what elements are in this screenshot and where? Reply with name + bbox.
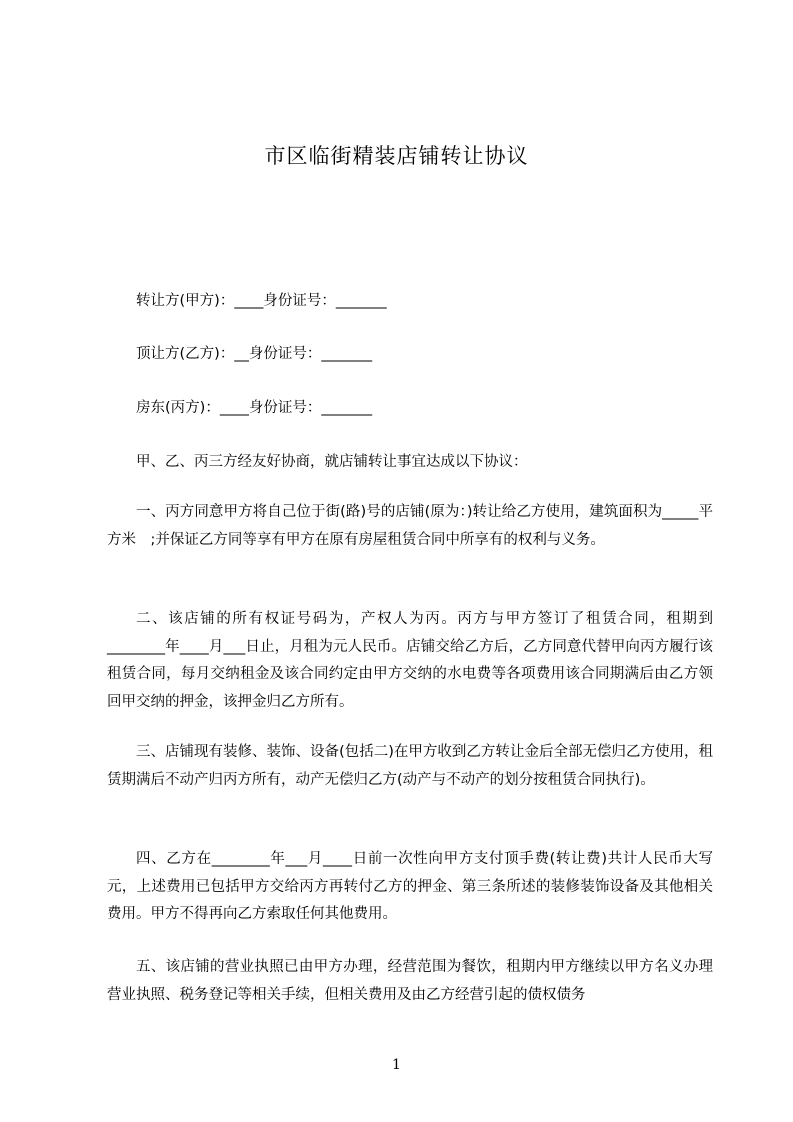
party-landlord-line: 房东(丙方)：____身份证号：_______ <box>136 400 373 416</box>
clause-4: 四、乙方在________年___月____日前一次性向甲方支付顶手费(转让费)共计人民币大写元，上述费用已包括甲方交给丙方再转付乙方的押金、第三条所述的装修装饰设备及其他相关费用。甲方不得再向乙方索取任何其他费用。 <box>107 851 713 922</box>
agreement-intro: 甲、乙、丙三方经友好协商，就店铺转让事宜达成以下协议： <box>136 454 528 470</box>
party-transferor-line: 转让方(甲方)：____身份证号：_______ <box>136 293 387 309</box>
clause-3: 三、店铺现有装修、装饰、设备(包括二)在甲方收到乙方转让金后全部无偿归乙方使用，租赁期满后不动产归丙方所有，动产无偿归乙方(动产与不动产的划分按租赁合同执行)。 <box>107 744 713 788</box>
clause-1: 一、丙方同意甲方将自己位于街(路)号的店铺(原为：)转让给乙方使用，建筑面积为_____平方米 ;并保证乙方同等享有甲方在原有房屋租赁合同中所享有的权利与义务。 <box>107 504 713 548</box>
document-title: 市区临街精装店铺转让协议 <box>264 144 529 168</box>
clause-2: 二、该店铺的所有权证号码为，产权人为丙。丙方与甲方签订了租赁合同，租期到________年____月___日止，月租为元人民币。店铺交给乙方后，乙方同意代替甲向丙方履行该租赁合同，每月交纳租金及该合同约定由甲方交纳的水电费等各项费用该合同期满后由乙方领回甲交纳的押金，该押金归乙方所有。 <box>107 611 713 710</box>
clause-5: 五、该店铺的营业执照已由甲方办理，经营范围为餐饮，租期内甲方继续以甲方名义办理营业执照、税务登记等相关手续，但相关费用及由乙方经营引起的债权债务 <box>107 959 713 1003</box>
page-number: 1 <box>392 1057 401 1073</box>
party-transferee-line: 顶让方(乙方)：__身份证号：_______ <box>136 346 373 362</box>
